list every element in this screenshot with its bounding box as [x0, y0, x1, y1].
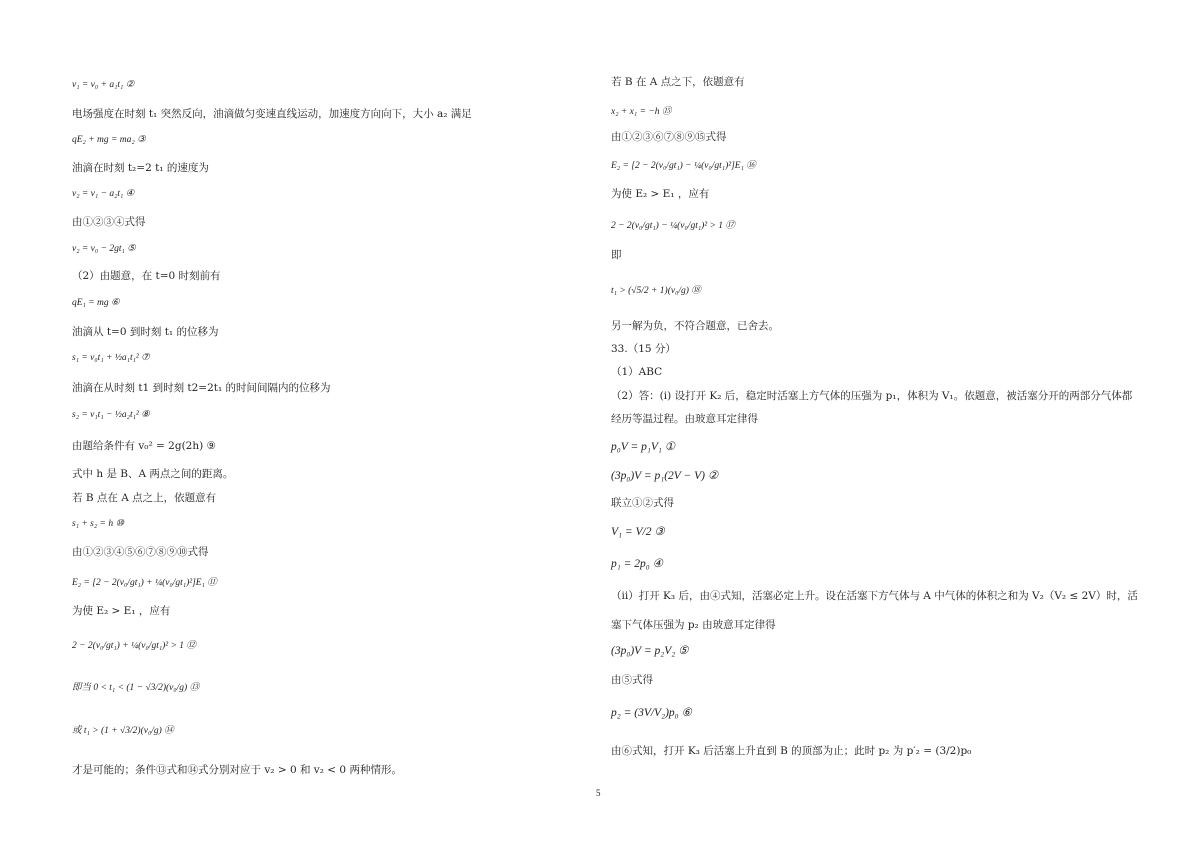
equation-line: v₂ = v₀ − 2gt₁ ⑤	[72, 244, 136, 254]
equation-line: qE₁ = mg ⑥	[72, 298, 120, 308]
equation-line: 或 t₁ > (1 + √3/2)(v₀/g) ⑭	[72, 726, 174, 736]
equation-line: x₂ + x₁ = −h ⑮	[611, 107, 672, 117]
text-line: 为使 E₂ > E₁ ，应有	[611, 188, 710, 200]
equation-line: 即当 0 < t₁ < (1 − √3/2)(v₀/g) ⑬	[72, 683, 200, 693]
equation-line: t₁ > (√5/2 + 1)(v₀/g) ⑱	[611, 286, 701, 296]
page-number: 5	[596, 788, 601, 798]
equation-line: s₁ + s₂ = h ⑩	[72, 519, 124, 529]
text-line: （ii）打开 K₃ 后，由④式知，活塞必定上升。设在活塞下方气体与 A 中气体的体积之和为 V₂（V₂ ≤ 2V）时，活	[611, 590, 1138, 602]
text-line: 塞下气体压强为 p₂ 由玻意耳定律得	[611, 619, 776, 631]
section-heading: 33.（15 分）	[611, 343, 676, 355]
text-line: （1）ABC	[611, 366, 663, 378]
text-line: 联立①②式得	[611, 497, 674, 509]
equation-line: 2 − 2(v₀/gt₁) + ¼(v₀/gt₁)² > 1 ⑫	[72, 641, 196, 651]
equation-line: E₂ = [2 − 2(v₀/gt₁) + ¼(v₀/gt₁)²]E₁ ⑪	[72, 578, 217, 588]
equation-line: s₁ = v₀t₁ + ½a₁t₁² ⑦	[72, 353, 150, 363]
text-line: 电场强度在时刻 t₁ 突然反向，油滴做匀变速直线运动，加速度方向向下，大小 a₂ 满足	[72, 108, 472, 120]
text-line: 经历等温过程。由玻意耳定律得	[611, 413, 758, 425]
text-line: 才是可能的；条件⑬式和⑭式分别对应于 v₂ > 0 和 v₂ < 0 两种情形。	[72, 764, 402, 776]
text-line: （2）答：(i) 设打开 K₂ 后，稳定时活塞上方气体的压强为 p₁，体积为 V₁。依题意，被活塞分开的两部分气体都	[611, 390, 1133, 402]
text-line: 由①②③④式得	[72, 216, 146, 228]
equation-line: v₂ = v₁ − a₂t₁ ④	[72, 189, 135, 199]
text-line: 由题给条件有 v₀² = 2g(2h) ⑨	[72, 440, 216, 452]
text-line: 油滴在从时刻 t1 到时刻 t2=2t₁ 的时间间隔内的位移为	[72, 382, 331, 394]
text-line: 即	[611, 249, 622, 261]
equation-line: v₁ = v₀ + a₁t₁ ②	[72, 80, 135, 90]
equation-line: s₂ = v₁t₁ − ½a₂t₁² ⑧	[72, 410, 150, 420]
text-line: 由⑤式得	[611, 674, 653, 686]
equation-line: qE₂ + mg = ma₂ ③	[72, 135, 146, 145]
equation-line: (3p₀)V = p₂V₂ ⑤	[611, 645, 689, 657]
text-line: 若 B 点在 A 点之上，依题意有	[72, 492, 217, 504]
text-line: 由⑥式知，打开 K₃ 后活塞上升直到 B 的顶部为止；此时 p₂ 为 p′₂ = (3/2)p₀	[611, 745, 972, 757]
text-line: （2）由题意，在 t=0 时刻前有	[72, 270, 221, 282]
text-line: 为使 E₂ > E₁ ，应有	[72, 605, 171, 617]
equation-line: E₂ = [2 − 2(v₀/gt₁) − ¼(v₀/gt₁)²]E₁ ⑯	[611, 161, 756, 171]
equation-line: V₁ = V/2 ③	[611, 526, 665, 538]
text-line: 由①②③⑥⑦⑧⑨⑮式得	[611, 131, 727, 143]
text-line: 油滴从 t=0 到时刻 t₁ 的位移为	[72, 326, 219, 338]
text-line: 若 B 在 A 点之下，依题意有	[611, 76, 745, 88]
equation-line: (3p₀)V = p₁(2V − V) ②	[611, 470, 719, 482]
equation-line: p₀V = p₁V₁ ①	[611, 441, 676, 453]
equation-line: p₂ = (3V/V₂)p₀ ⑥	[611, 707, 692, 719]
text-line: 式中 h 是 B、A 两点之间的距离。	[72, 468, 234, 480]
text-line: 另一解为负，不符合题意，已舍去。	[611, 320, 779, 332]
equation-line: 2 − 2(v₀/gt₁) − ¼(v₀/gt₁)² > 1 ⑰	[611, 221, 735, 231]
text-line: 由①②③④⑤⑥⑦⑧⑨⑩式得	[72, 546, 209, 558]
equation-line: p₁ = 2p₀ ④	[611, 558, 663, 570]
text-line: 油滴在时刻 t₂=2 t₁ 的速度为	[72, 162, 209, 174]
